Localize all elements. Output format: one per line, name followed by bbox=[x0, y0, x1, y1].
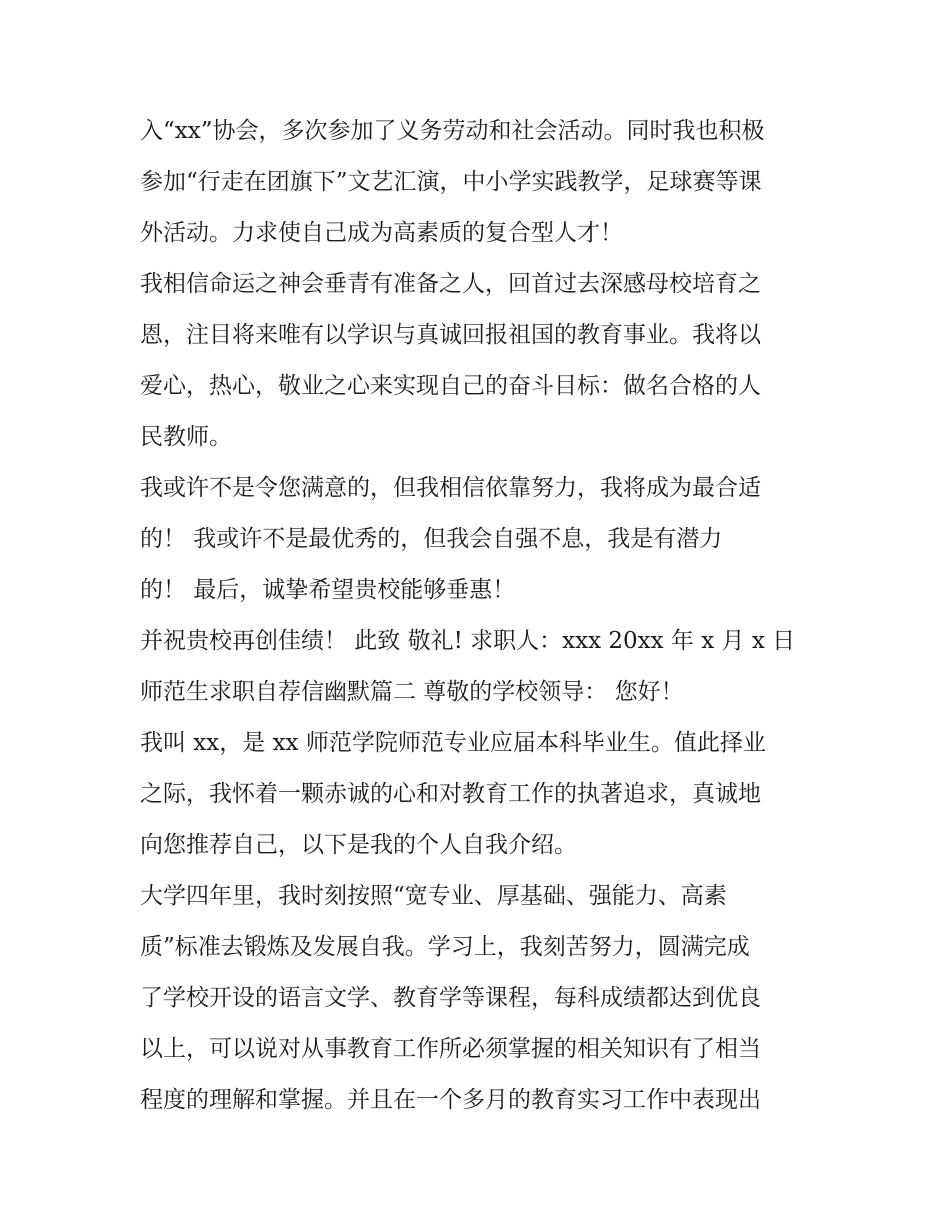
text-line: 外活动。力求使自己成为高素质的复合型人才！ bbox=[140, 220, 623, 246]
text-line: 之际，我怀着一颗赤诚的心和对教育工作的执著追求，真诚地 bbox=[140, 781, 761, 807]
text-line: 了学校开设的语言文学、教育学等课程，每科成绩都达到优良 bbox=[140, 985, 761, 1011]
text-line: 民教师。 bbox=[140, 424, 232, 450]
text-line: 程度的理解和掌握。并且在一个多月的教育实习工作中表现出 bbox=[140, 1087, 761, 1113]
text-line: 我叫 xx，是 xx 师范学院师范专业应届本科毕业生。值此择业 bbox=[140, 730, 766, 756]
text-line: 爱心，热心，敬业之心来实现自己的奋斗目标：做名合格的人 bbox=[140, 373, 761, 399]
text-line: 我或许不是令您满意的，但我相信依靠努力，我将成为最合适 bbox=[140, 475, 761, 501]
text-line: 大学四年里，我时刻按照“宽专业、厚基础、强能力、高素 bbox=[140, 883, 727, 909]
text-line: 的！ 我或许不是最优秀的，但我会自强不息，我是有潜力 bbox=[140, 526, 723, 552]
text-line: 入“xx”协会，多次参加了义务劳动和社会活动。同时我也积极 bbox=[140, 118, 765, 144]
text-line: 并祝贵校再创佳绩！ 此致 敬礼! 求职人：xxx 20xx 年 x 月 x 日 bbox=[140, 628, 796, 654]
text-line: 以上，可以说对从事教育工作所必须掌握的相关知识有了相当 bbox=[140, 1036, 761, 1062]
text-line: 师范生求职自荐信幽默篇二 尊敬的学校领导： 您好！ bbox=[140, 679, 684, 705]
text-line: 我相信命运之神会垂青有准备之人，回首过去深感母校培育之 bbox=[140, 271, 761, 297]
text-line: 向您推荐自己，以下是我的个人自我介绍。 bbox=[140, 832, 577, 858]
text-line: 质”标准去锻炼及发展自我。学习上，我刻苦努力，圆满完成 bbox=[140, 934, 750, 960]
document-body bbox=[140, 106, 820, 1126]
text-line: 恩，注目将来唯有以学识与真诚回报祖国的教育事业。我将以 bbox=[140, 322, 761, 348]
text-line: 的！ 最后，诚挚希望贵校能够垂惠！ bbox=[140, 577, 516, 603]
text-line: 参加“行走在团旗下”文艺汇演，中小学实践教学，足球赛等课 bbox=[140, 169, 762, 195]
